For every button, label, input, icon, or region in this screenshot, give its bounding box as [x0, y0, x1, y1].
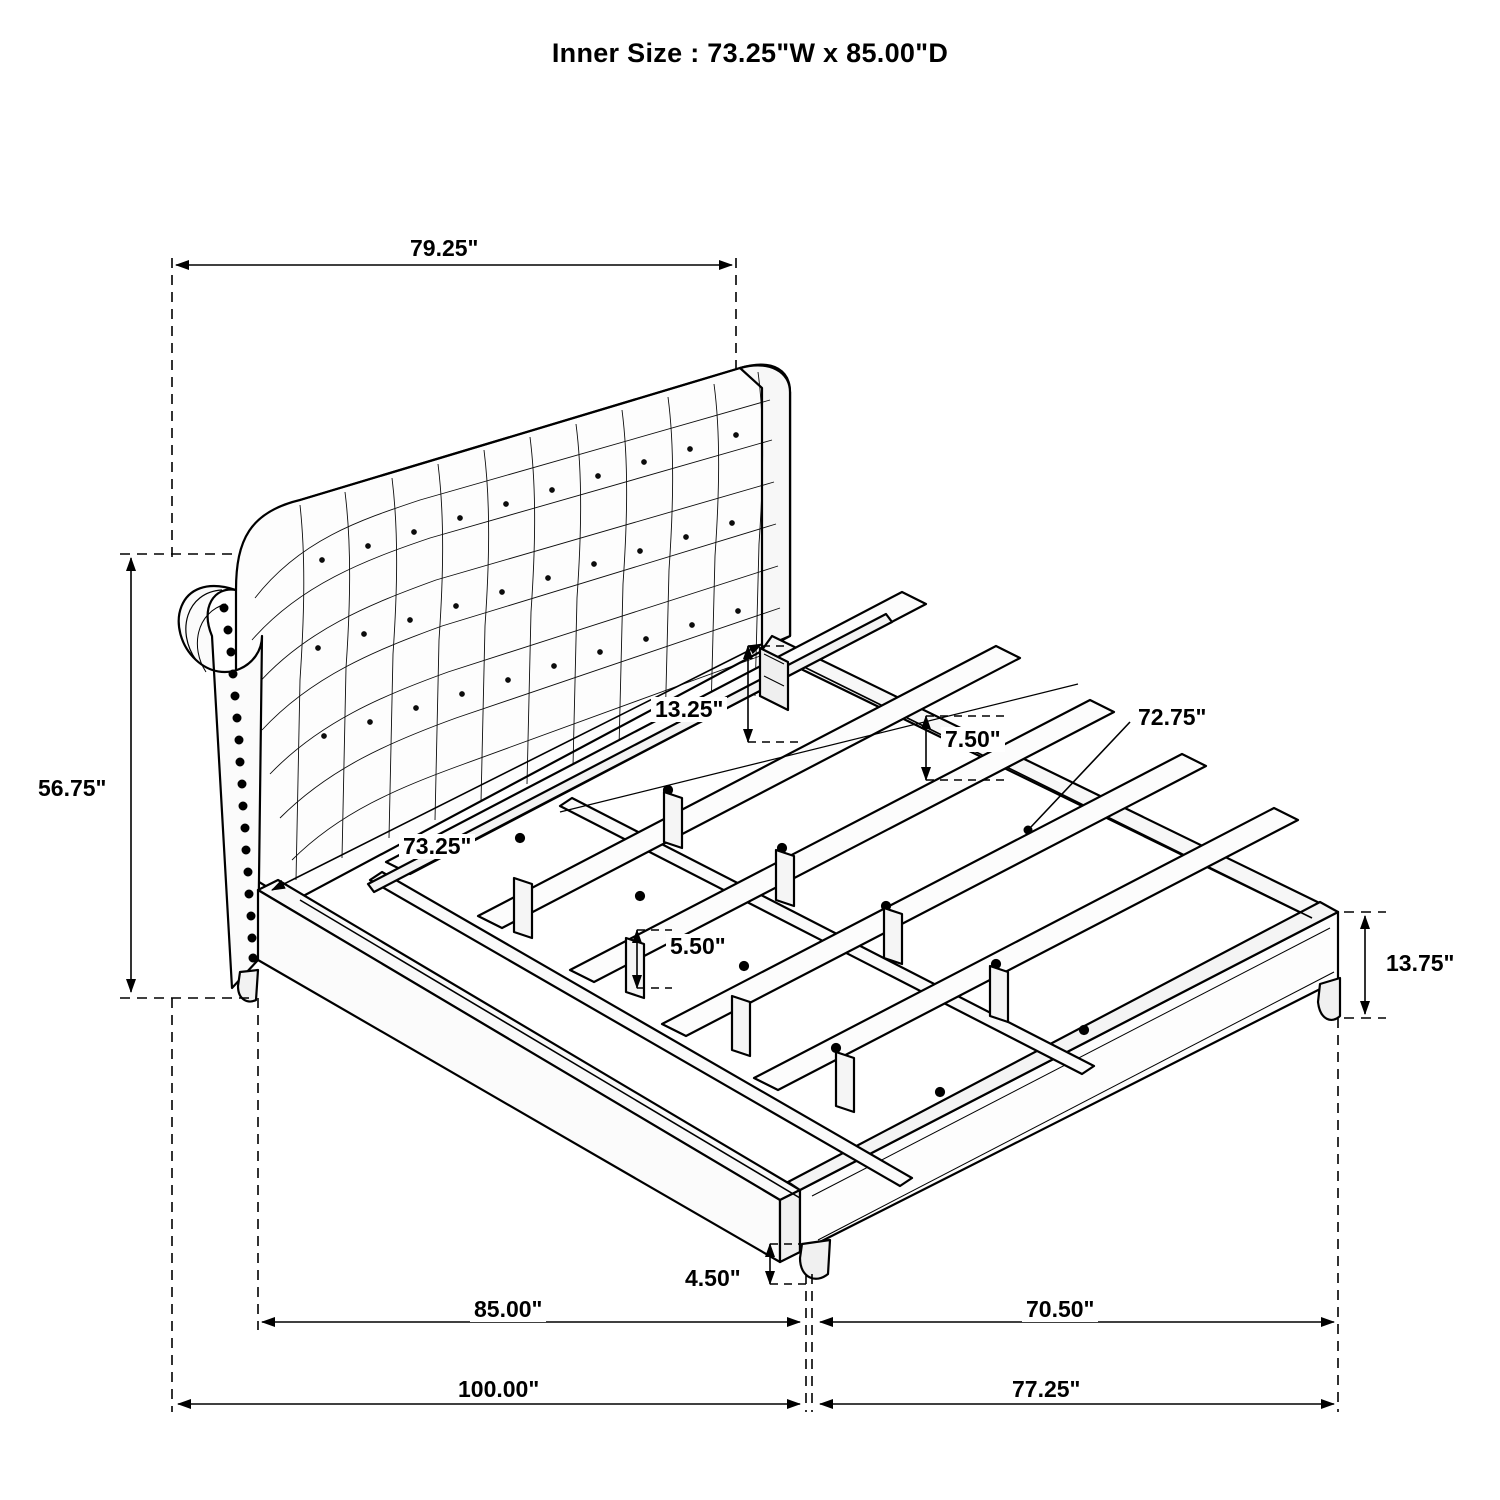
page-title: Inner Size : 73.25"W x 85.00"D	[551, 38, 949, 68]
dim-label-slat-to-rail: 7.50"	[941, 727, 1005, 752]
dim-label-inner-width: 73.25"	[399, 834, 475, 859]
bed-body	[179, 365, 1340, 1279]
dim-label-overall-depth: 100.00"	[454, 1377, 543, 1402]
dim-label-bed-width-proj: 70.50"	[1022, 1297, 1098, 1322]
dim-label-headboard-panel-drop: 13.25"	[651, 697, 727, 722]
dim-label-slat-leg-height: 5.50"	[666, 934, 730, 959]
dim-label-footboard-height: 13.75"	[1386, 950, 1455, 976]
dim-label-overall-width: 77.25"	[1008, 1377, 1084, 1402]
dim-label-headboard-width: 79.25"	[406, 236, 482, 261]
dim-label-headboard-height: 56.75"	[34, 776, 110, 801]
dim-label-bed-depth: 85.00"	[470, 1297, 546, 1322]
dim-label-side-rail-length: 72.75"	[1138, 704, 1207, 730]
dim-label-leg-height: 4.50"	[681, 1266, 745, 1291]
